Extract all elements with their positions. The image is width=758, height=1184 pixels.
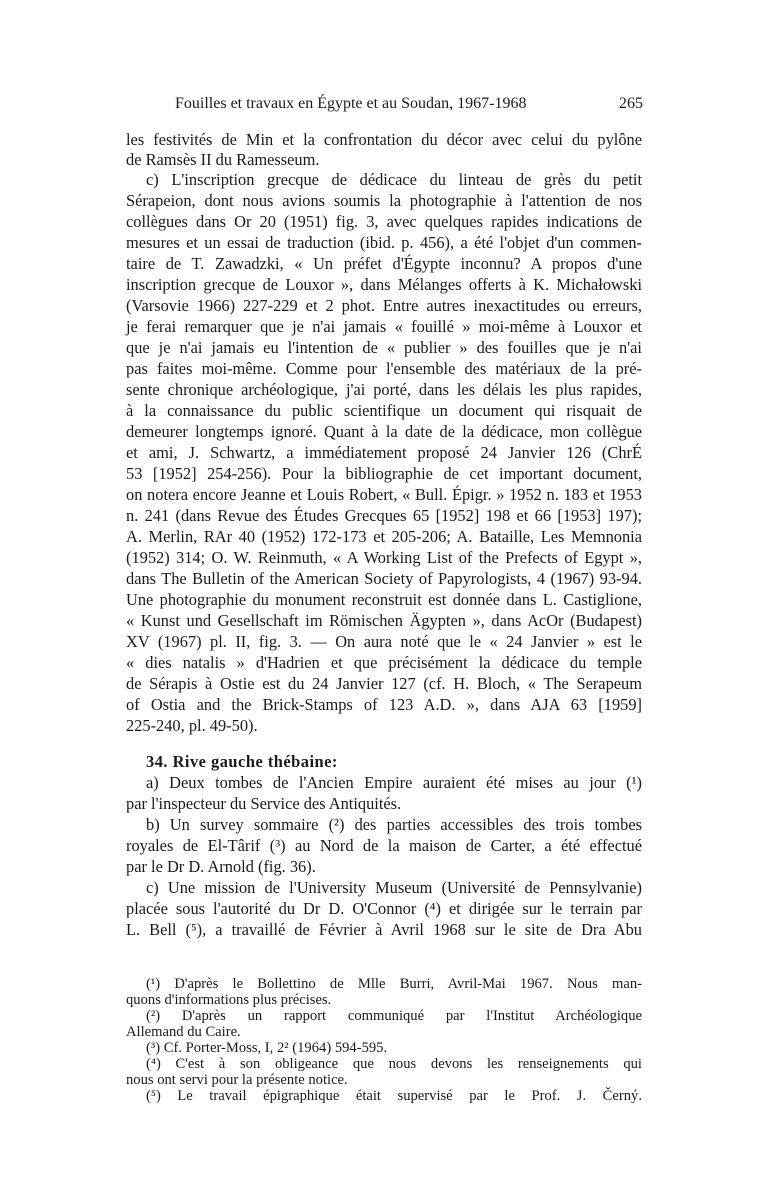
body-line: A. Merlin, RAr 40 (1952) 172-173 et 205-206; A. Bataille, Les Memnonia	[126, 527, 642, 546]
footnote-line: (¹) D'après le Bollettino de Mlle Burri, Avril-Mai 1967. Nous man-	[146, 976, 642, 992]
section-line: placée sous l'autorité du Dr D. O'Connor (⁴) et dirigée sur le terrain par	[126, 899, 642, 918]
body-line: on notera encore Jeanne et Louis Robert, « Bull. Épigr. » 1952 n. 183 et 1953	[126, 485, 642, 504]
section-line: par l'inspecteur du Service des Antiquités.	[126, 794, 402, 813]
body-line: of Ostia and the Brick-Stamps of 123 A.D. », dans AJA 63 [1959]	[126, 695, 642, 714]
section-line: c) Une mission de l'University Museum (Université de Pennsylvanie)	[146, 878, 642, 897]
body-line: de Sérapis à Ostie est du 24 Janvier 127 (cf. H. Bloch, « The Serapeum	[126, 674, 642, 693]
section-line: L. Bell (⁵), a travaillé de Février à Avril 1968 sur le site de Dra Abu	[126, 920, 642, 939]
body-line: Sérapeion, dont nous avions soumis la photographie à l'attention de nos	[126, 191, 642, 210]
footnote-line: quons d'informations plus précises.	[126, 992, 332, 1008]
page-number: 265	[619, 95, 643, 112]
body-line: collègues dans Or 20 (1951) fig. 3, avec quelques rapides indications de	[126, 212, 642, 231]
footnote-line: Allemand du Caire.	[126, 1024, 241, 1040]
body-line: 225-240, pl. 49-50).	[126, 716, 258, 735]
footnote-line: (⁵) Le travail épigraphique était supervisé par le Prof. J. Černý.	[146, 1088, 642, 1104]
section-line: b) Un survey sommaire (²) des parties accessibles des trois tombes	[146, 815, 642, 834]
running-header	[175, 94, 643, 114]
body-line: « Kunst und Gesellschaft im Römischen Ägypten », dans AcOr (Budapest)	[126, 611, 642, 630]
body-line: inscription grecque de Louxor », dans Mélanges offerts à K. Michałowski	[126, 275, 642, 294]
body-line: dans The Bulletin of the American Society of Papyrologists, 4 (1967) 93-94.	[126, 569, 642, 588]
body-line: XV (1967) pl. II, fig. 3. — On aura noté que le « 24 Janvier » est le	[126, 632, 642, 651]
body-line: mesures et un essai de traduction (ibid. p. 456), a été l'objet d'un commen-	[126, 233, 642, 252]
body-line: les festivités de Min et la confrontation du décor avec celui du pylône	[126, 130, 642, 149]
body-line: à la connaissance du public scientifique un document qui risquait de	[126, 401, 642, 420]
body-line: taire de T. Zawadzki, « Un préfet d'Égypte inconnu? A propos d'une	[126, 254, 642, 273]
body-line: de Ramsès II du Ramesseum.	[126, 150, 320, 169]
body-line: sente chronique archéologique, j'ai porté, dans les délais les plus rapides,	[126, 380, 642, 399]
footnote-line: (²) D'après un rapport communiqué par l'Institut Archéologique	[146, 1008, 642, 1024]
body-line: 53 [1952] 254-256). Pour la bibliographie de cet important document,	[126, 464, 642, 483]
body-line: je ferai remarquer que je n'ai jamais « fouillé » moi-même à Louxor et	[126, 317, 642, 336]
footnote-line: (³) Cf. Porter-Moss, I, 2² (1964) 594-595.	[146, 1040, 388, 1056]
footnote-line: (⁴) C'est à son obligeance que nous devons les renseignements qui	[146, 1056, 642, 1072]
section-line: a) Deux tombes de l'Ancien Empire auraient été mises au jour (¹)	[146, 773, 642, 792]
body-line: (1952) 314; O. W. Reinmuth, « A Working List of the Prefects of Egypt »,	[126, 548, 642, 567]
body-line: « dies natalis » d'Hadrien et que précisément la dédicace du temple	[126, 653, 642, 672]
section-line: royales de El-Târif (³) au Nord de la maison de Carter, a été effectué	[126, 836, 642, 855]
section-line: par le Dr D. Arnold (fig. 36).	[126, 857, 316, 876]
body-line: que je n'ai jamais eu l'intention de « publier » des fouilles que je n'ai	[126, 338, 642, 357]
running-title: Fouilles et travaux en Égypte et au Soudan, 1967-1968	[175, 95, 527, 112]
body-line: c) L'inscription grecque de dédicace du linteau de grès du petit	[146, 170, 642, 189]
body-line: pas faites moi-même. Comme pour l'ensemble des matériaux de la pré-	[126, 359, 642, 378]
body-line: Une photographie du monument reconstruit est donnée dans L. Castiglione,	[126, 590, 642, 609]
footnote-line: nous ont servi pour la présente notice.	[126, 1072, 348, 1088]
body-line: (Varsovie 1966) 227-229 et 2 phot. Entre autres inexactitudes ou erreurs,	[126, 296, 642, 315]
body-line: n. 241 (dans Revue des Études Grecques 65 [1952] 198 et 66 [1953] 197);	[126, 506, 642, 525]
section-heading: 34. Rive gauche thébaine:	[146, 752, 338, 771]
body-line: et ami, J. Schwartz, a immédiatement proposé 24 Janvier 126 (ChrÉ	[126, 443, 642, 462]
body-line: demeurer longtemps ignoré. Quant à la date de la dédicace, mon collègue	[126, 422, 642, 441]
